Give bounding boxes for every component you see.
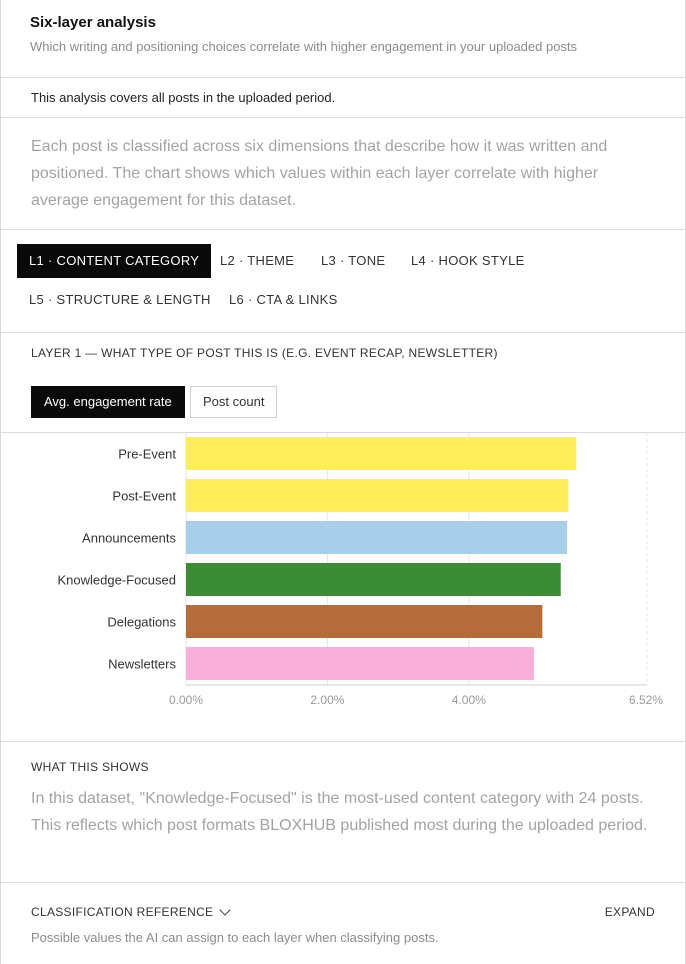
- category-label: Delegations: [107, 614, 176, 630]
- reference-subtitle: Possible values the AI can assign to each layer when classifying posts.: [31, 930, 439, 945]
- x-tick-label: 2.00%: [310, 693, 345, 707]
- category-label: Knowledge-Focused: [57, 572, 176, 588]
- bar-pre-event[interactable]: [186, 437, 576, 470]
- reference-toggle[interactable]: [31, 905, 655, 919]
- engagement-bar-chart: [1, 433, 685, 741]
- tab-l2-theme[interactable]: L2 · THEME: [220, 253, 295, 268]
- category-label: Newsletters: [108, 656, 176, 672]
- layer-tabs: [1, 230, 685, 333]
- x-tick-label: 0.00%: [168, 693, 204, 707]
- category-label: Pre-Event: [118, 446, 176, 462]
- category-label: Post-Event: [112, 488, 176, 504]
- x-tick-label: 6.52%: [628, 693, 663, 707]
- bar-knowledge-focused[interactable]: [186, 563, 561, 596]
- bar-post-event[interactable]: [186, 479, 569, 512]
- period-note: This analysis covers all posts in the uploaded period.: [1, 78, 685, 118]
- panel-subtitle: Which writing and positioning choices correlate with higher engagement in your uploaded posts: [30, 39, 578, 54]
- panel-header: [1, 0, 685, 78]
- bar-chart-section: [1, 433, 685, 742]
- bar-announcements[interactable]: [186, 521, 567, 554]
- tab-l6-cta-links[interactable]: L6 · CTA & LINKS: [229, 292, 338, 307]
- what-this-shows-text: In this dataset, "Knowledge-Focused" is the most-used content category with 24 posts. This reflects which post formats BLOXHUB published most during the uploaded period.: [31, 790, 648, 834]
- category-label: Announcements: [82, 530, 176, 546]
- tab-l5-structure-length[interactable]: L5 · STRUCTURE & LENGTH: [29, 292, 211, 307]
- bar-newsletters[interactable]: [186, 647, 534, 680]
- reference-heading: CLASSIFICATION REFERENCE: [31, 905, 214, 919]
- what-this-shows: [1, 742, 685, 883]
- bar-delegations[interactable]: [186, 605, 542, 638]
- avg-engagement-toggle[interactable]: Avg. engagement rate: [31, 386, 185, 418]
- panel-title: Six-layer analysis: [30, 14, 156, 31]
- layer-controls: [1, 333, 685, 433]
- layer-label: LAYER 1 — WHAT TYPE OF POST THIS IS (E.G. EVENT RECAP, NEWSLETTER): [31, 346, 498, 360]
- what-this-shows-heading: WHAT THIS SHOWS: [31, 760, 149, 774]
- classification-reference: [1, 883, 685, 964]
- tab-l3-tone[interactable]: L3 · TONE: [321, 253, 386, 268]
- tab-l4-hook-style[interactable]: L4 · HOOK STYLE: [411, 253, 525, 268]
- analysis-description: Each post is classified across six dimensions that describe how it was written and positioned. The chart shows which values within each layer correlate with higher average engagement for this dataset.: [1, 118, 685, 230]
- expand-button[interactable]: EXPAND: [604, 905, 655, 919]
- post-count-toggle[interactable]: Post count: [190, 386, 277, 418]
- tab-l1-content-category[interactable]: L1 · CONTENT CATEGORY: [17, 244, 211, 278]
- x-tick-label: 4.00%: [451, 693, 486, 707]
- chevron-down-icon: [220, 904, 231, 915]
